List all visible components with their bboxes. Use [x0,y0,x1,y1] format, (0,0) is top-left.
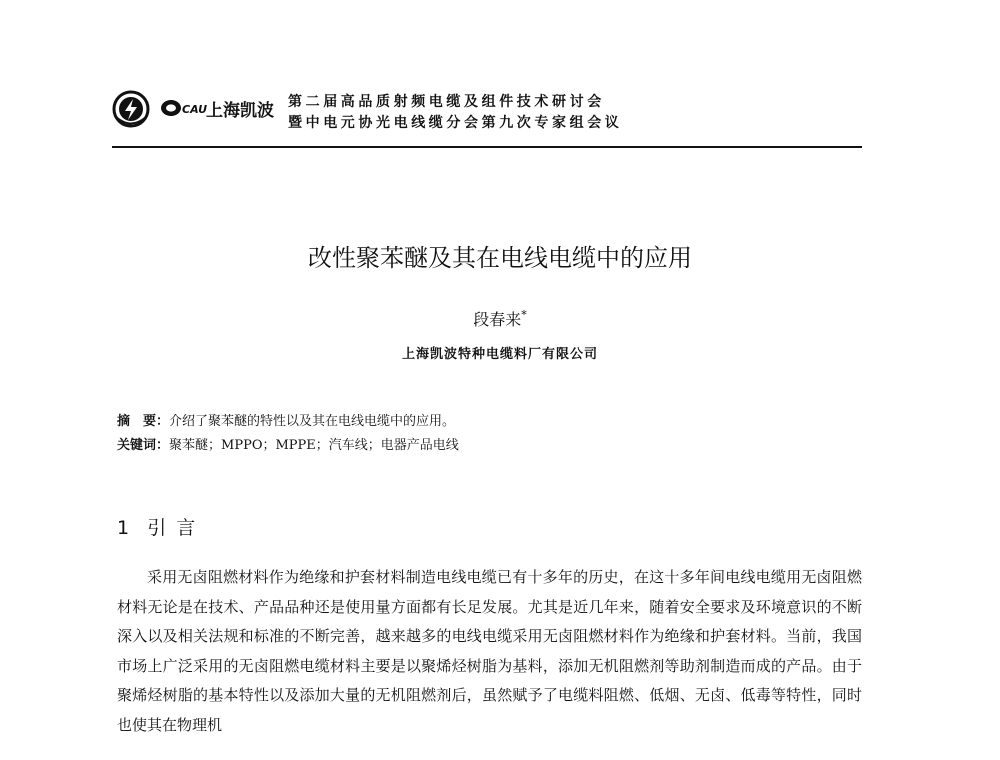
conference-seal-logo [112,90,150,128]
intro-paragraph: 采用无卤阻燃材料作为绝缘和护套材料制造电线电缆已有十多年的历史，在这十多年间电线电缆用无卤阻燃材料无论是在技术、产品品种还是使用量方面都有长足发展。尤其是近几年来，随着安全要求及环境意识的不断深入以及相关法规和标准的不断完善，越来越多的电线电缆采用无卤阻燃材料作为绝缘和护套材料。当前，我国市场上广泛采用的无卤阻燃电缆材料主要是以聚烯烃树脂为基料，添加无机阻燃剂等助剂制造而成的产品。由于聚烯烃树脂的基本特性以及添加大量的无机阻燃剂后，虽然赋予了电缆料阻燃、低烟、无卤、低毒等特性，同时也使其在物理机 [117,568,862,734]
section-number: 1 [117,517,132,539]
body-text [117,563,862,740]
abstract-text: 介绍了聚苯醚的特性以及其在电线电缆中的应用。 [169,414,456,429]
abstract-line [117,410,459,434]
paper-title: 改性聚苯醚及其在电线电缆中的应用 [308,244,692,272]
author-name: 段春来 [473,310,522,329]
brand-mark-icon [160,97,208,119]
keywords-line [117,434,459,458]
author-footnote-mark: * [521,308,527,322]
company-brand [160,95,274,121]
brand-mark-text: CAU [182,103,208,116]
author-line [0,307,1000,330]
keywords-text: 聚苯醚；MPPO；MPPE；汽车线；电器产品电线 [169,438,459,453]
brand-name: 上海凯波 [206,100,274,121]
abstract-block [117,410,459,458]
conference-header [112,86,862,142]
keywords-label: 关键词： [117,438,170,453]
conference-line-2: 暨中电元协光电线缆分会第九次专家组会议 [288,115,623,131]
affiliation: 上海凯波特种电缆料厂有限公司 [401,347,598,362]
abstract-label: 摘 要： [117,414,170,429]
conference-line-1: 第二届高品质射频电缆及组件技术研讨会 [288,94,605,110]
conference-title [288,92,622,134]
header-divider [112,146,862,148]
section-title: 引 言 [147,517,198,539]
section-heading [117,513,197,540]
